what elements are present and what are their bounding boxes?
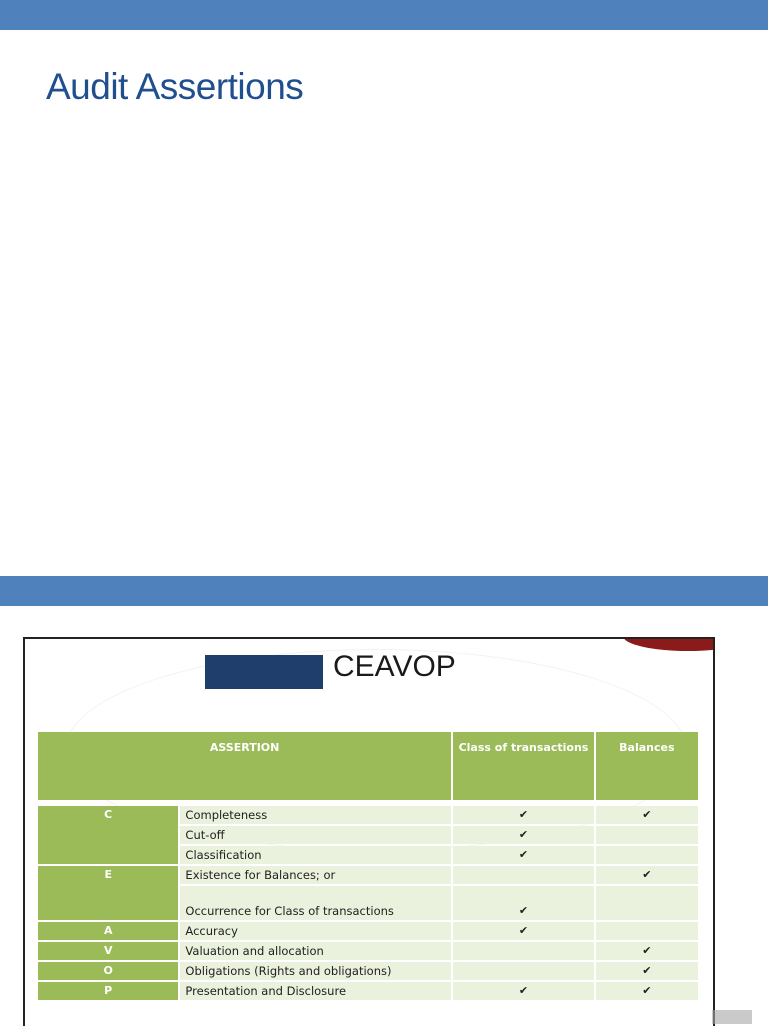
balances-check [596,922,698,940]
assertion-text: Existence for Balances; or [180,866,451,884]
balances-check [596,886,698,920]
assertion-letter: C [38,806,178,864]
class-check: ✔ [453,886,593,920]
balances-check: ✔ [596,962,698,980]
assertion-text: Occurrence for Class of transactions [180,886,451,920]
class-check [453,962,593,980]
balances-check: ✔ [596,866,698,884]
table-row [38,866,698,884]
assertion-text: Obligations (Rights and obligations) [180,962,451,980]
assertion-text: Accuracy [180,922,451,940]
slide-separator-bar [0,576,768,606]
assertion-text: Completeness [180,806,451,824]
assertion-text: Valuation and allocation [180,942,451,960]
header-balances: Balances [596,732,698,800]
corner-decoration [623,637,715,651]
ceavop-heading: CEAVOP [333,650,456,683]
ceavop-slide [23,637,715,1026]
class-check: ✔ [453,826,593,844]
assertion-letter: V [38,942,178,960]
balances-check [596,846,698,864]
class-check [453,866,593,884]
assertion-text: Presentation and Disclosure [180,982,451,1000]
slide-corner-shadow [712,1010,752,1024]
assertion-letter: E [38,866,178,920]
table-row [38,806,698,824]
slide-top-bar [0,0,768,30]
table-row [38,922,698,940]
balances-check: ✔ [596,982,698,1000]
balances-check: ✔ [596,806,698,824]
assertions-table [36,730,700,1002]
table-row [38,982,698,1000]
header-class-of-transactions: Class of transactions [453,732,593,800]
table-row [38,942,698,960]
class-check: ✔ [453,982,593,1000]
table-header-row [38,732,698,800]
class-check [453,942,593,960]
class-check: ✔ [453,806,593,824]
balances-check [596,826,698,844]
class-check: ✔ [453,922,593,940]
class-check: ✔ [453,846,593,864]
assertion-text: Cut-off [180,826,451,844]
logo-block [205,655,323,689]
assertion-letter: O [38,962,178,980]
table-row [38,962,698,980]
assertion-text: Classification [180,846,451,864]
assertion-letter: A [38,922,178,940]
slide-title: Audit Assertions [46,66,304,107]
header-assertion: ASSERTION [38,732,451,800]
assertion-letter: P [38,982,178,1000]
balances-check: ✔ [596,942,698,960]
